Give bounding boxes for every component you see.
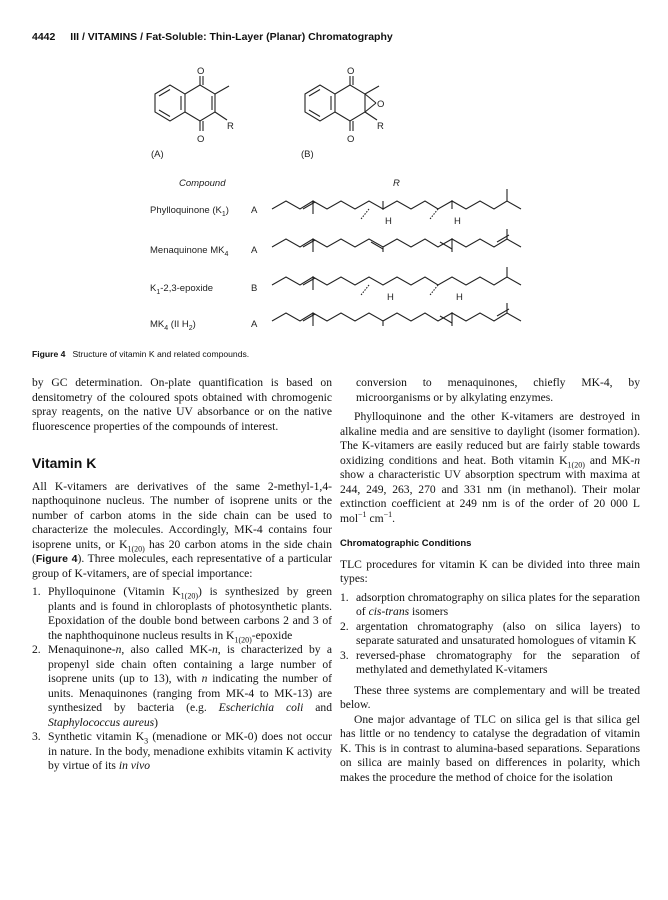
tlc-types-list (340, 591, 640, 678)
chain-mk4-ii-h2 (272, 303, 521, 326)
chain-k1-epoxide (272, 267, 521, 295)
row-1-type: A (251, 205, 258, 216)
atom-o-bottom-b: O (347, 134, 355, 145)
list-item: 1. adsorption chromatography on silica plates for the separation of cis-trans isomers (340, 590, 640, 618)
atom-o-top-b: O (347, 66, 355, 77)
chain-menaquinone-mk4 (272, 229, 521, 252)
caption-label: Figure 4 (32, 349, 66, 359)
atom-r-a: R (227, 121, 234, 132)
list-item: 2. argentation chromatography (also on silica layers) to separate saturated and unsaturated homologues of vitamin K (340, 619, 640, 647)
left-paragraph-2: All K-vitamers are derivatives of the same 2-methyl-1,4-napthoquinone nucleus. The number of isoprene units or the number of carbon atoms in the side chain can be used to characterize the molecules. Accordingly, MK-4 contains four isoprene units, or $K_{1(20)}$ has 20 carbon atoms in the side chain (Figure 4). Three molecules, each representative of a particular group of K-vitamers, are of special importance: (32, 479, 333, 580)
label-b: (B) (301, 149, 314, 160)
list-item: 3. reversed-phase chromatography for the separation of methylated and demethylated K-vitamers (340, 648, 640, 676)
figure-4 (0, 0, 668, 360)
row-2-name: Menaquinone $MK_4$ (150, 245, 229, 258)
subheading-chromatographic-conditions: Chromatographic Conditions (340, 538, 472, 549)
chain-phylloquinone (272, 189, 521, 219)
right-paragraph-1: Phylloquinone and the other K-vitamers are destroyed in alkaline media and are sensitive to daylight (isomer formation). The K-vitamers are easily reduced but are fairly stable towards oxidizing conditions and heat. Both vitamin $K_{1(20)}$ and MK-n show a characteristic UV absorption spectrum with maxima at 244, 249, 263, 270 and 331 nm (in methanol). Their molar extinction coefficient at 249 nm is of the order of 20 000 L mol$^{-1}$ $cm^{-1}$. (340, 410, 640, 525)
left-paragraph-1: by GC determination. On-plate quantification is based on densitometry of the coloured spots obtained with chromogenic spray reagents, on the native UV absorbance or on the native fluorescence properties of the compounds of interest. (32, 376, 332, 433)
atom-o-bottom-a: O (197, 134, 205, 145)
page-number: 4442 (32, 31, 56, 43)
figure-4-graphic (0, 0, 668, 360)
right-paragraph-3: These three systems are complementary and will be treated below. (340, 683, 640, 711)
column-r: R (393, 178, 400, 189)
chain-1-h2: H (454, 216, 461, 227)
figure-caption (32, 349, 249, 359)
structure-b (305, 76, 379, 131)
row-3-name: $K_1-2,3$-epoxide (150, 283, 214, 296)
chain-3-h2: H (456, 292, 463, 303)
vitamin-k-list (32, 585, 332, 774)
chain-1-h1: H (385, 216, 392, 227)
row-1-name: Phylloquinone $(K_1)$ (150, 205, 229, 218)
row-3-type: B (251, 283, 258, 294)
list-item: 2. Menaquinone-n, also called MK-n, is characterized by a propenyl side chain often containing a large number of isoprene units (up to 13), with n indicating the number of units. Menaquinones (ranging from MK-4 to MK-13) are synthesized by bacteria (e.g. Escherichia coli and Staphylococcus aureus) (32, 643, 333, 729)
row-2-type: A (251, 245, 258, 256)
list-item: 3. Synthetic vitamin $K_3$ (menadione or MK-0) does not occur in nature. In the body, menadione exhibits vitamin K activity by virtue of its in vivo (32, 730, 332, 772)
label-a: (A) (151, 149, 164, 160)
running-title: III / VITAMINS / Fat-Soluble: Thin-Layer (Planar) Chromatography (70, 31, 393, 43)
atom-r-b: R (377, 121, 384, 132)
atom-o-top-a: O (197, 66, 205, 77)
right-column (340, 376, 640, 785)
right-continuation: conversion to menaquinones, chiefly MK-4, by microorganisms or by alkylating enzymes. (356, 376, 640, 404)
chain-3-h1: H (387, 292, 394, 303)
row-4-type: A (251, 319, 258, 330)
column-compound: Compound (179, 178, 226, 189)
atom-o-epoxide: O (377, 99, 385, 110)
list-item: 1. Phylloquinone (Vitamin $K_{1(20)}$) is synthesized by green plants and is found in chloroplasts of photosynthetic plants. Epoxidation of the double bond between carbons 2 and 3 of the naphthoquinone nucleus results in $K_{1(20)}$-epoxide (32, 585, 332, 644)
row-4-name: $MK_4$ (II $H_2$) (150, 319, 196, 332)
section-heading-vitamin-k: Vitamin K (32, 455, 97, 471)
structure-a (155, 76, 229, 131)
caption-text: Structure of vitamin K and related compounds. (72, 349, 250, 359)
left-column (32, 376, 332, 774)
right-paragraph-4: One major advantage of TLC on silica gel is that silica gel has little or no tendency to catalyse the degradation of vitamin K. This is in contrast to alumina-based separations. Separations on silica are mainly based on differences in polarity, which makes the procedure the method of choice for the isolation (340, 712, 640, 784)
right-paragraph-2: TLC procedures for vitamin K can be divided into three main types: (340, 557, 640, 585)
